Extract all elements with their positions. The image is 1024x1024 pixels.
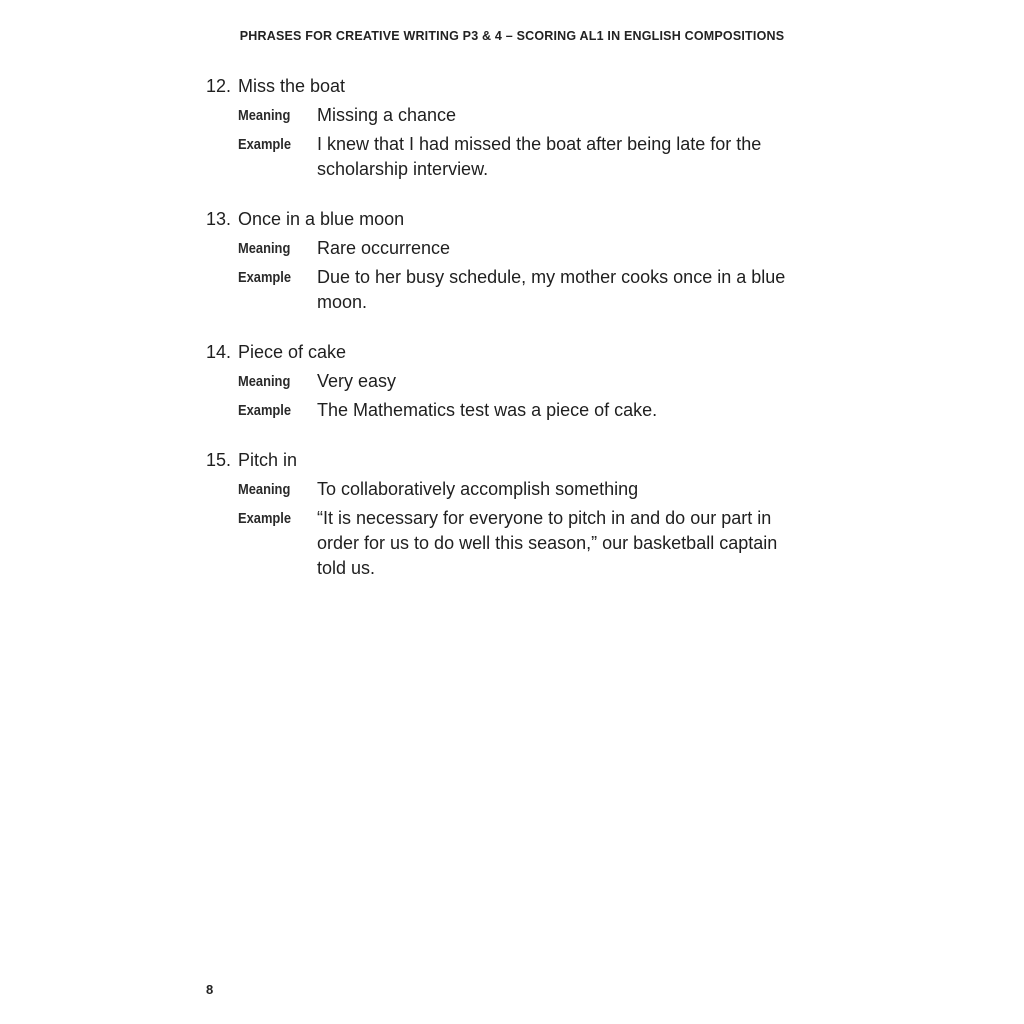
example-text: Due to her busy schedule, my mother cooks once in a blue moon. xyxy=(317,267,786,312)
phrase-entry-13 xyxy=(206,207,806,315)
phrase-entry-14 xyxy=(206,340,806,423)
example-text: The Mathematics test was a piece of cake. xyxy=(317,400,658,420)
meaning-label: Meaning xyxy=(238,373,291,390)
phrase-text: Once in a blue moon xyxy=(238,209,405,229)
example-label: Example xyxy=(238,136,292,153)
meaning-text: To collaboratively accomplish something xyxy=(317,479,639,499)
entry-number: 15. xyxy=(206,450,232,470)
phrase-title xyxy=(206,340,806,365)
entry-number: 14. xyxy=(206,342,232,362)
meaning-row xyxy=(206,103,806,128)
phrase-title xyxy=(206,207,806,232)
example-label: Example xyxy=(238,510,292,527)
meaning-text: Very easy xyxy=(317,371,397,391)
meaning-row xyxy=(206,236,806,261)
entry-number: 13. xyxy=(206,209,232,229)
example-text: “It is necessary for everyone to pitch in and do our part in order for us to do well this season,” our basketball captain told us. xyxy=(317,508,778,578)
example-row xyxy=(206,398,806,423)
example-label: Example xyxy=(238,402,292,419)
meaning-text: Missing a chance xyxy=(317,105,457,125)
phrase-text: Miss the boat xyxy=(238,76,346,96)
meaning-label: Meaning xyxy=(238,481,291,498)
phrase-text: Pitch in xyxy=(238,450,298,470)
running-header: PHRASES FOR CREATIVE WRITING P3 & 4 – SCORING AL1 IN ENGLISH COMPOSITIONS xyxy=(239,29,785,43)
example-text: I knew that I had missed the boat after being late for the scholarship interview. xyxy=(317,134,762,179)
page-number: 8 xyxy=(206,982,214,997)
phrase-text: Piece of cake xyxy=(238,342,347,362)
meaning-row xyxy=(206,477,806,502)
phrase-entry-15 xyxy=(206,448,806,581)
example-row xyxy=(206,265,806,315)
meaning-row xyxy=(206,369,806,394)
phrase-entry-12 xyxy=(206,74,806,182)
phrase-title xyxy=(206,74,806,99)
entry-number: 12. xyxy=(206,76,232,96)
example-row xyxy=(206,506,806,581)
meaning-text: Rare occurrence xyxy=(317,238,451,258)
phrase-title xyxy=(206,448,806,473)
meaning-label: Meaning xyxy=(238,107,291,124)
meaning-label: Meaning xyxy=(238,240,291,257)
example-label: Example xyxy=(238,269,292,286)
example-row xyxy=(206,132,806,182)
